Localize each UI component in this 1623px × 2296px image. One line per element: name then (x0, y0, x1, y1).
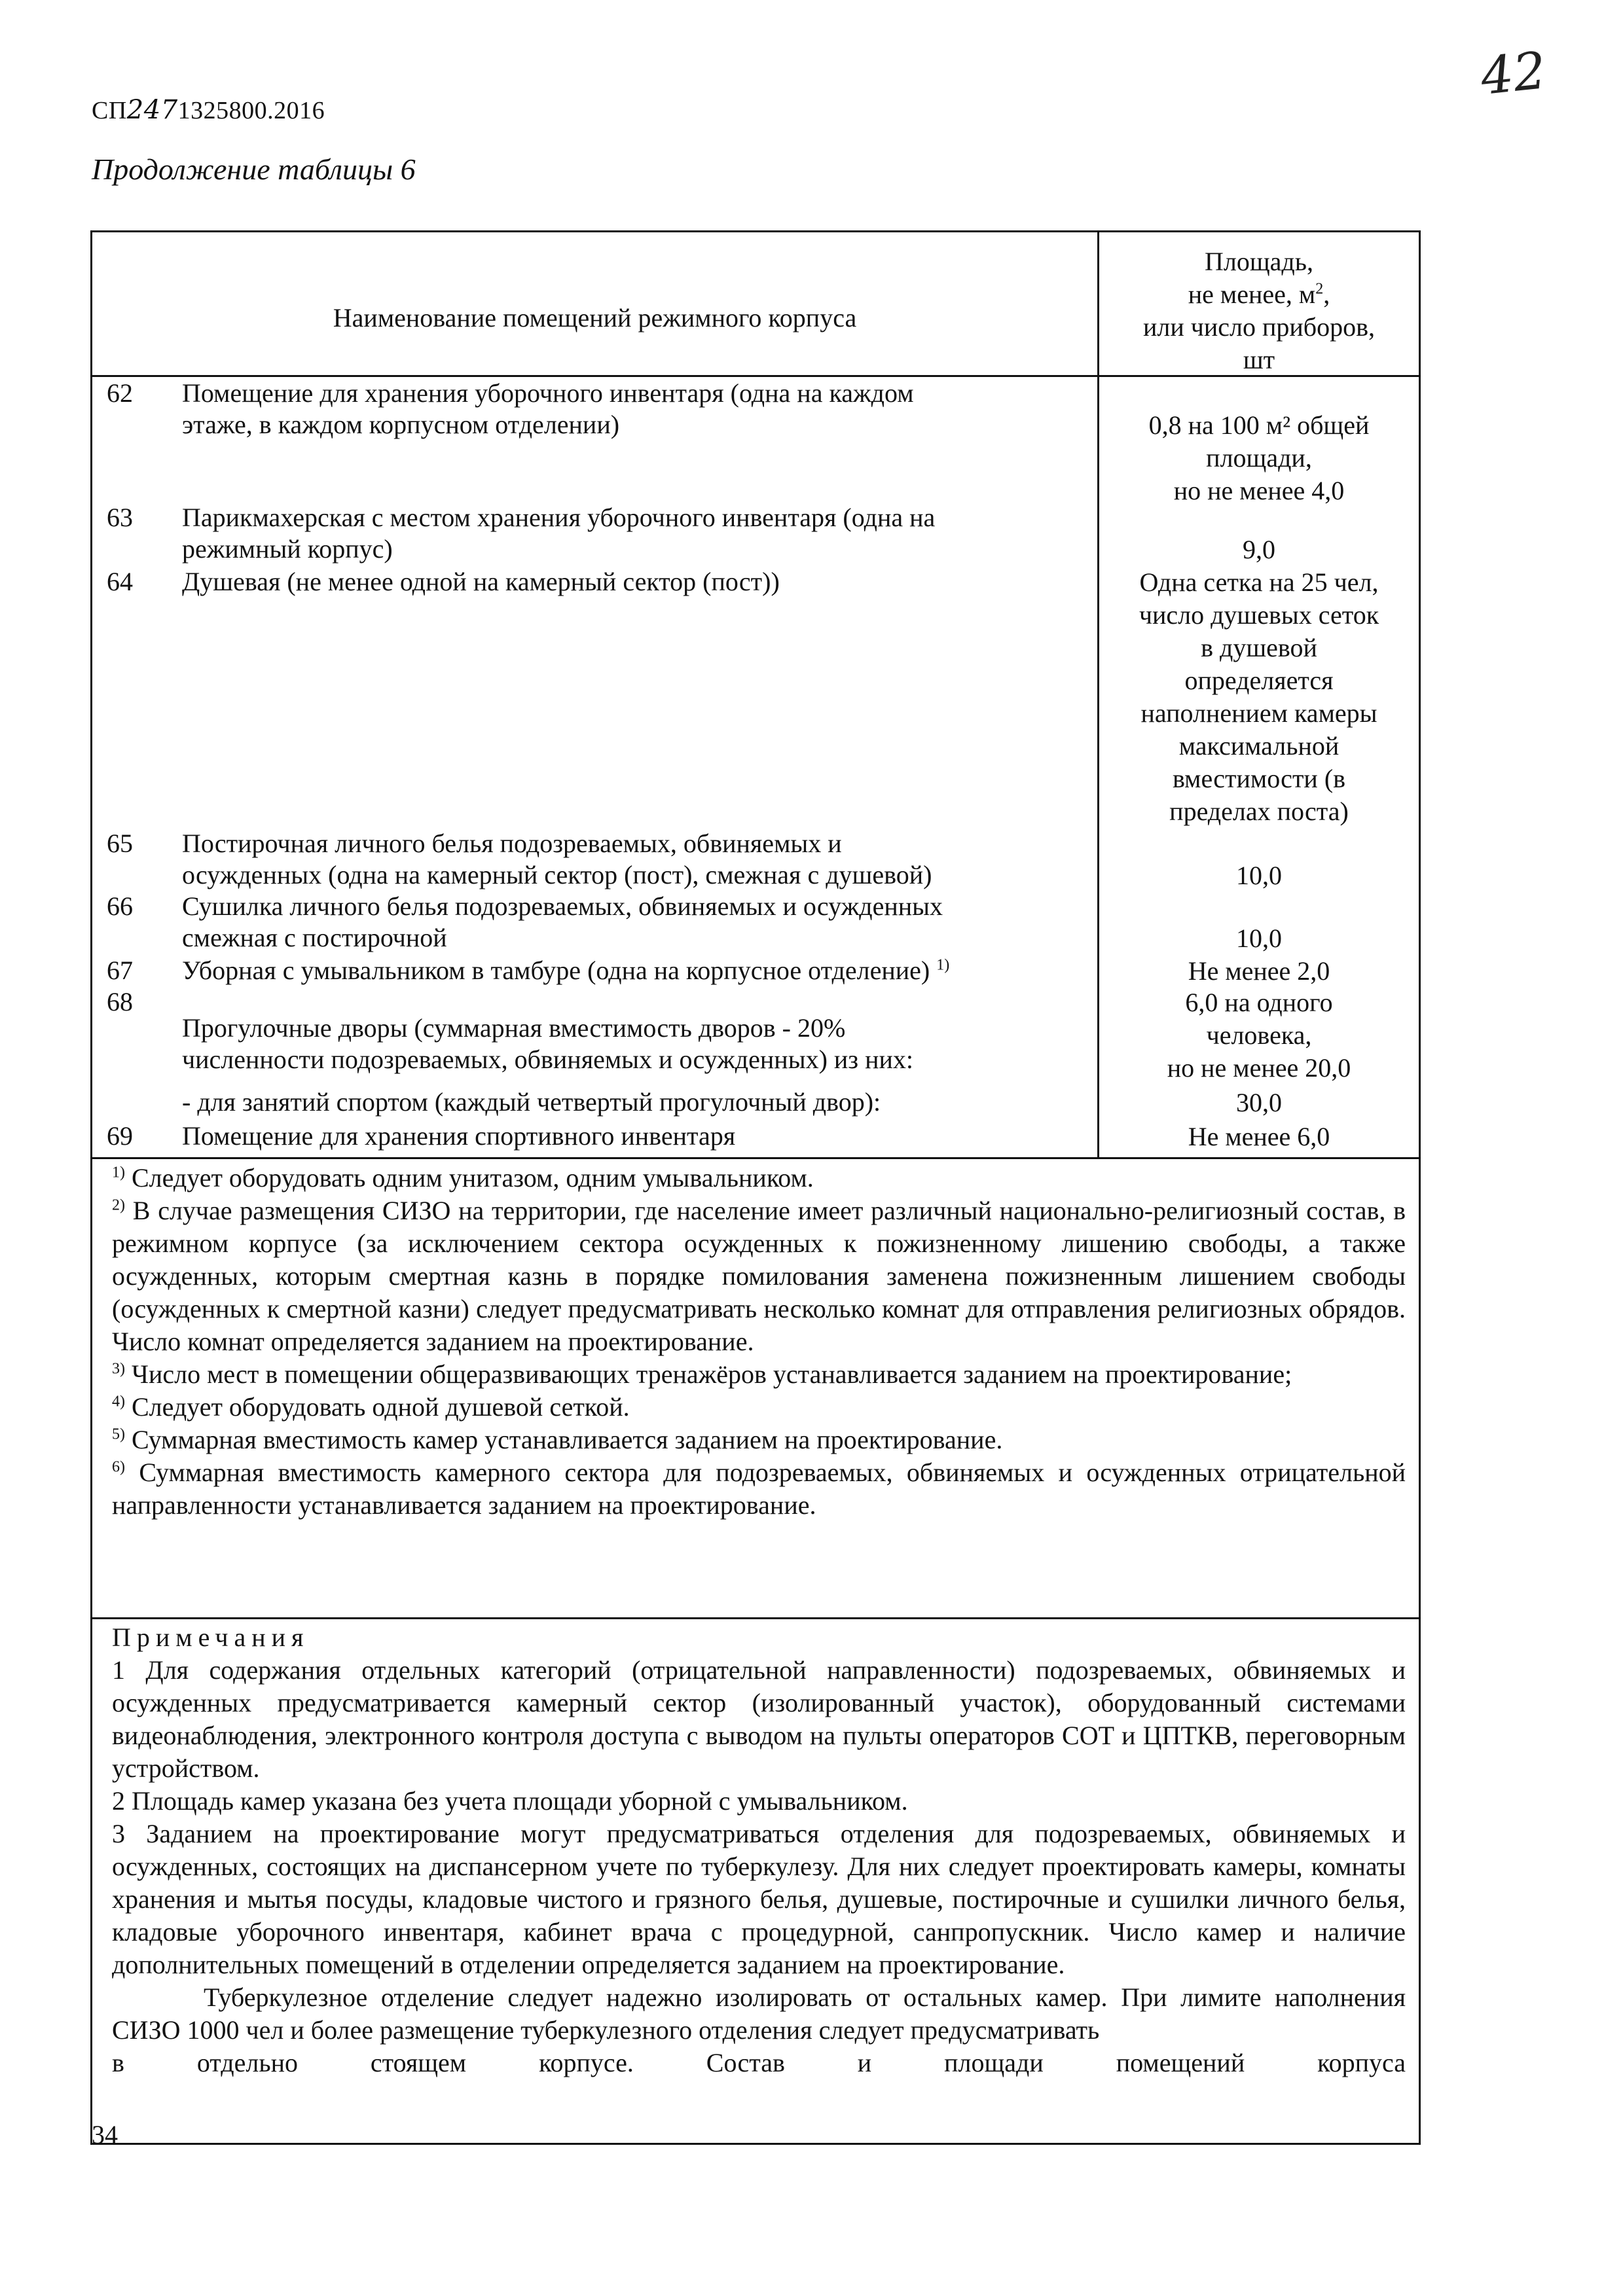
row-area-line: число душевых сеток (1139, 600, 1379, 630)
row-name-line: Сушилка личного белья подозреваемых, обвиняемых и осужденных (182, 891, 943, 921)
row-area-line: площади, (1206, 443, 1312, 473)
note-item: 2 Площадь камер указана без учета площади уборной с умывальником. (112, 1786, 908, 1816)
row-name (182, 378, 1079, 440)
footnote-1 (112, 1162, 1406, 1194)
row-area (1099, 1121, 1419, 1153)
row-area-line: максимальной (1178, 731, 1340, 761)
row-number: 67 (107, 956, 133, 985)
row-area (1099, 1086, 1419, 1119)
row-area-line: определяется (1184, 666, 1334, 695)
header-area-line: или число приборов, (1142, 312, 1376, 342)
footnote-text: Число мест в помещении общеразвивающих тренажёров устанавливается заданием на проектирование; (132, 1359, 1292, 1389)
row-area (1099, 922, 1419, 955)
footnote-text: Суммарная вместимость камерного сектора для подозреваемых, обвиняемых и осужденных отрицательной направленности устанавливается заданием на проектирование. (112, 1458, 1406, 1520)
row-area-line: наполнением камеры (1140, 698, 1377, 728)
row-name-line: осужденных (одна на камерный сектор (пост), смежная с душевой) (182, 860, 932, 889)
footnote-6 (112, 1456, 1406, 1522)
header-area-sup: 2 (1315, 280, 1324, 298)
row-area-line: Не менее 2,0 (1188, 956, 1330, 986)
row-area-line: Не менее 6,0 (1188, 1122, 1330, 1151)
row-name-line: смежная с постирочной (182, 923, 447, 952)
footnote-ref: 1) (936, 956, 950, 974)
row-name-line: - для занятий спортом (каждый четвертый прогулочный двор): (182, 1087, 881, 1117)
footnotes-divider (92, 1617, 1419, 1619)
note-item: 3 Заданием на проектирование могут предусматриваться отделения для подозреваемых, обвиняемых и осужденных, состоящих на диспансерном учете по туберкулезу. Для них следует проектировать камеры, комнаты хранения и мытья посуды, кладовые чистого и грязного белья, душевые, постирочные и сушилки личного белья, кладовые уборочного инвентаря, кабинет врача с процедурной, санпропускник. Число камер и наличие дополнительных помещений в отделении определяется заданием на проектирование. (112, 1819, 1406, 1979)
table-6 (90, 230, 1421, 2145)
column-header-area (1099, 232, 1419, 376)
row-area (1099, 533, 1419, 566)
row-area (1099, 566, 1419, 828)
note-item: 1 Для содержания отдельных категорий (отрицательной направленности) подозреваемых, обвиняемых и осужденных предусматривается камерный сектор (изолированный участок), оборудованный системами видеонаблюдения, электронного контроля доступа с выводом на пульты операторов СОТ и ЦПТКВ, переговорным устройством. (112, 1655, 1406, 1783)
row-area-line: Одна сетка на 25 чел, (1139, 567, 1379, 597)
footnote-mark: 3) (112, 1360, 125, 1378)
row-area-line: 10,0 (1236, 861, 1282, 890)
row-name (182, 1013, 1079, 1075)
row-area-line: 6,0 на одного (1185, 988, 1333, 1017)
footnote-text: В случае размещения СИЗО на территории, где население имеет различный национально-религиозный состав, в режимном корпусе (за исключением сектора осужденных к пожизненному лишению свободы, а также осужденных, которым смертная казнь в порядке помилования заменена пожизненным лишением свободы (осужденных к смертной казни) следует предусматривать несколько комнат для отправления религиозных обрядов. Число комнат определяется заданием на проектирование. (112, 1196, 1406, 1356)
footnote-mark: 2) (112, 1196, 125, 1214)
row-name-line: Парикмахерская с местом хранения уборочного инвентаря (одна на (182, 503, 936, 532)
page-number: 34 (92, 2120, 118, 2149)
tb-paragraph-last-line: в отдельно стоящем корпусе. Состав и площади помещений корпуса (112, 2048, 1406, 2077)
row-area-line: вместимости (в (1172, 764, 1346, 793)
row-area-line: человека, (1206, 1020, 1312, 1050)
row-number: 64 (107, 567, 133, 596)
footnote-text: Следует оборудовать одним унитазом, одним умывальником. (132, 1163, 814, 1193)
code-prefix: СП (92, 97, 127, 124)
row-name-line: Прогулочные дворы (суммарная вместимость дворов - 20% (182, 1013, 846, 1043)
row-name (182, 1121, 1079, 1152)
row-name (182, 955, 1079, 986)
row-number: 66 (107, 891, 133, 921)
row-name-line: этаже, в каждом корпусном отделении) (182, 410, 620, 439)
row-area-line: но не менее 20,0 (1167, 1053, 1351, 1083)
footnote-mark: 1) (112, 1164, 125, 1181)
footnote-5 (112, 1424, 1406, 1456)
row-area-line: в душевой (1201, 633, 1317, 662)
footnote-mark: 5) (112, 1426, 125, 1443)
row-name-line: Помещение для хранения спортивного инвентаря (182, 1121, 736, 1151)
column-header-name: Наименование помещений режимного корпуса (333, 302, 857, 332)
row-area (1099, 986, 1419, 1085)
row-area-line: 10,0 (1236, 924, 1282, 953)
row-name-line: численности подозреваемых, обвиняемых и осужденных) из них: (182, 1045, 914, 1074)
notes (112, 1621, 1406, 2079)
header-area-text: не менее, м (1188, 279, 1316, 309)
code-handwritten: 247 (126, 95, 178, 125)
row-number: 68 (107, 987, 133, 1016)
document-code (92, 95, 325, 125)
header-area-line: Площадь, (1205, 247, 1313, 276)
row-name (182, 1086, 1079, 1118)
footnote-text: Суммарная вместимость камер устанавливается заданием на проектирование. (132, 1425, 1003, 1454)
header-area-line: шт (1243, 345, 1275, 374)
footnotes (112, 1162, 1406, 1522)
row-name (182, 891, 1079, 954)
table-body-divider (92, 1157, 1419, 1159)
table-continuation-caption: Продолжение таблицы 6 (92, 152, 416, 186)
row-area (1099, 859, 1419, 892)
row-area-line: но не менее 4,0 (1173, 476, 1345, 505)
footnote-text: Следует оборудовать одной душевой сеткой. (132, 1392, 630, 1422)
handwritten-page-mark: 42 (1478, 41, 1549, 107)
row-number: 62 (107, 378, 133, 408)
row-number: 69 (107, 1121, 133, 1151)
header-area-line (1099, 278, 1419, 311)
tb-paragraph: Туберкулезное отделение следует надежно изолировать от остальных камер. При лимите наполнения СИЗО 1000 чел и более размещение туберкулезного отделения следует предусматривать (112, 1982, 1406, 2045)
footnote-4 (112, 1391, 1406, 1424)
row-number: 63 (107, 503, 133, 532)
row-name (182, 828, 1079, 891)
row-area-line: 0,8 на 100 м² общей (1148, 410, 1370, 440)
notes-title: Примечания (112, 1623, 310, 1652)
row-name (182, 502, 1079, 565)
row-name-line: Душевая (не менее одной на камерный сектор (пост)) (182, 567, 780, 596)
footnote-2 (112, 1194, 1406, 1358)
row-area-line: 9,0 (1243, 535, 1275, 564)
row-area (1099, 409, 1419, 507)
footnote-3 (112, 1358, 1406, 1391)
row-name-line: Уборная с умывальником в тамбуре (одна на корпусное отделение) (182, 956, 930, 985)
row-number: 65 (107, 829, 133, 858)
row-name-line: режимный корпус) (182, 534, 393, 564)
row-area-line: пределах поста) (1169, 797, 1349, 826)
row-name (182, 566, 1079, 598)
row-name-line: Постирочная личного белья подозреваемых, обвиняемых и (182, 829, 842, 858)
header-area-comma: , (1323, 279, 1330, 309)
footnote-mark: 6) (112, 1458, 125, 1476)
row-name-line: Помещение для хранения уборочного инвентаря (одна на каждом (182, 378, 914, 408)
row-area-line: 30,0 (1236, 1088, 1282, 1117)
code-suffix: 1325800.2016 (177, 97, 325, 124)
footnote-mark: 4) (112, 1393, 125, 1410)
row-area (1099, 955, 1419, 988)
